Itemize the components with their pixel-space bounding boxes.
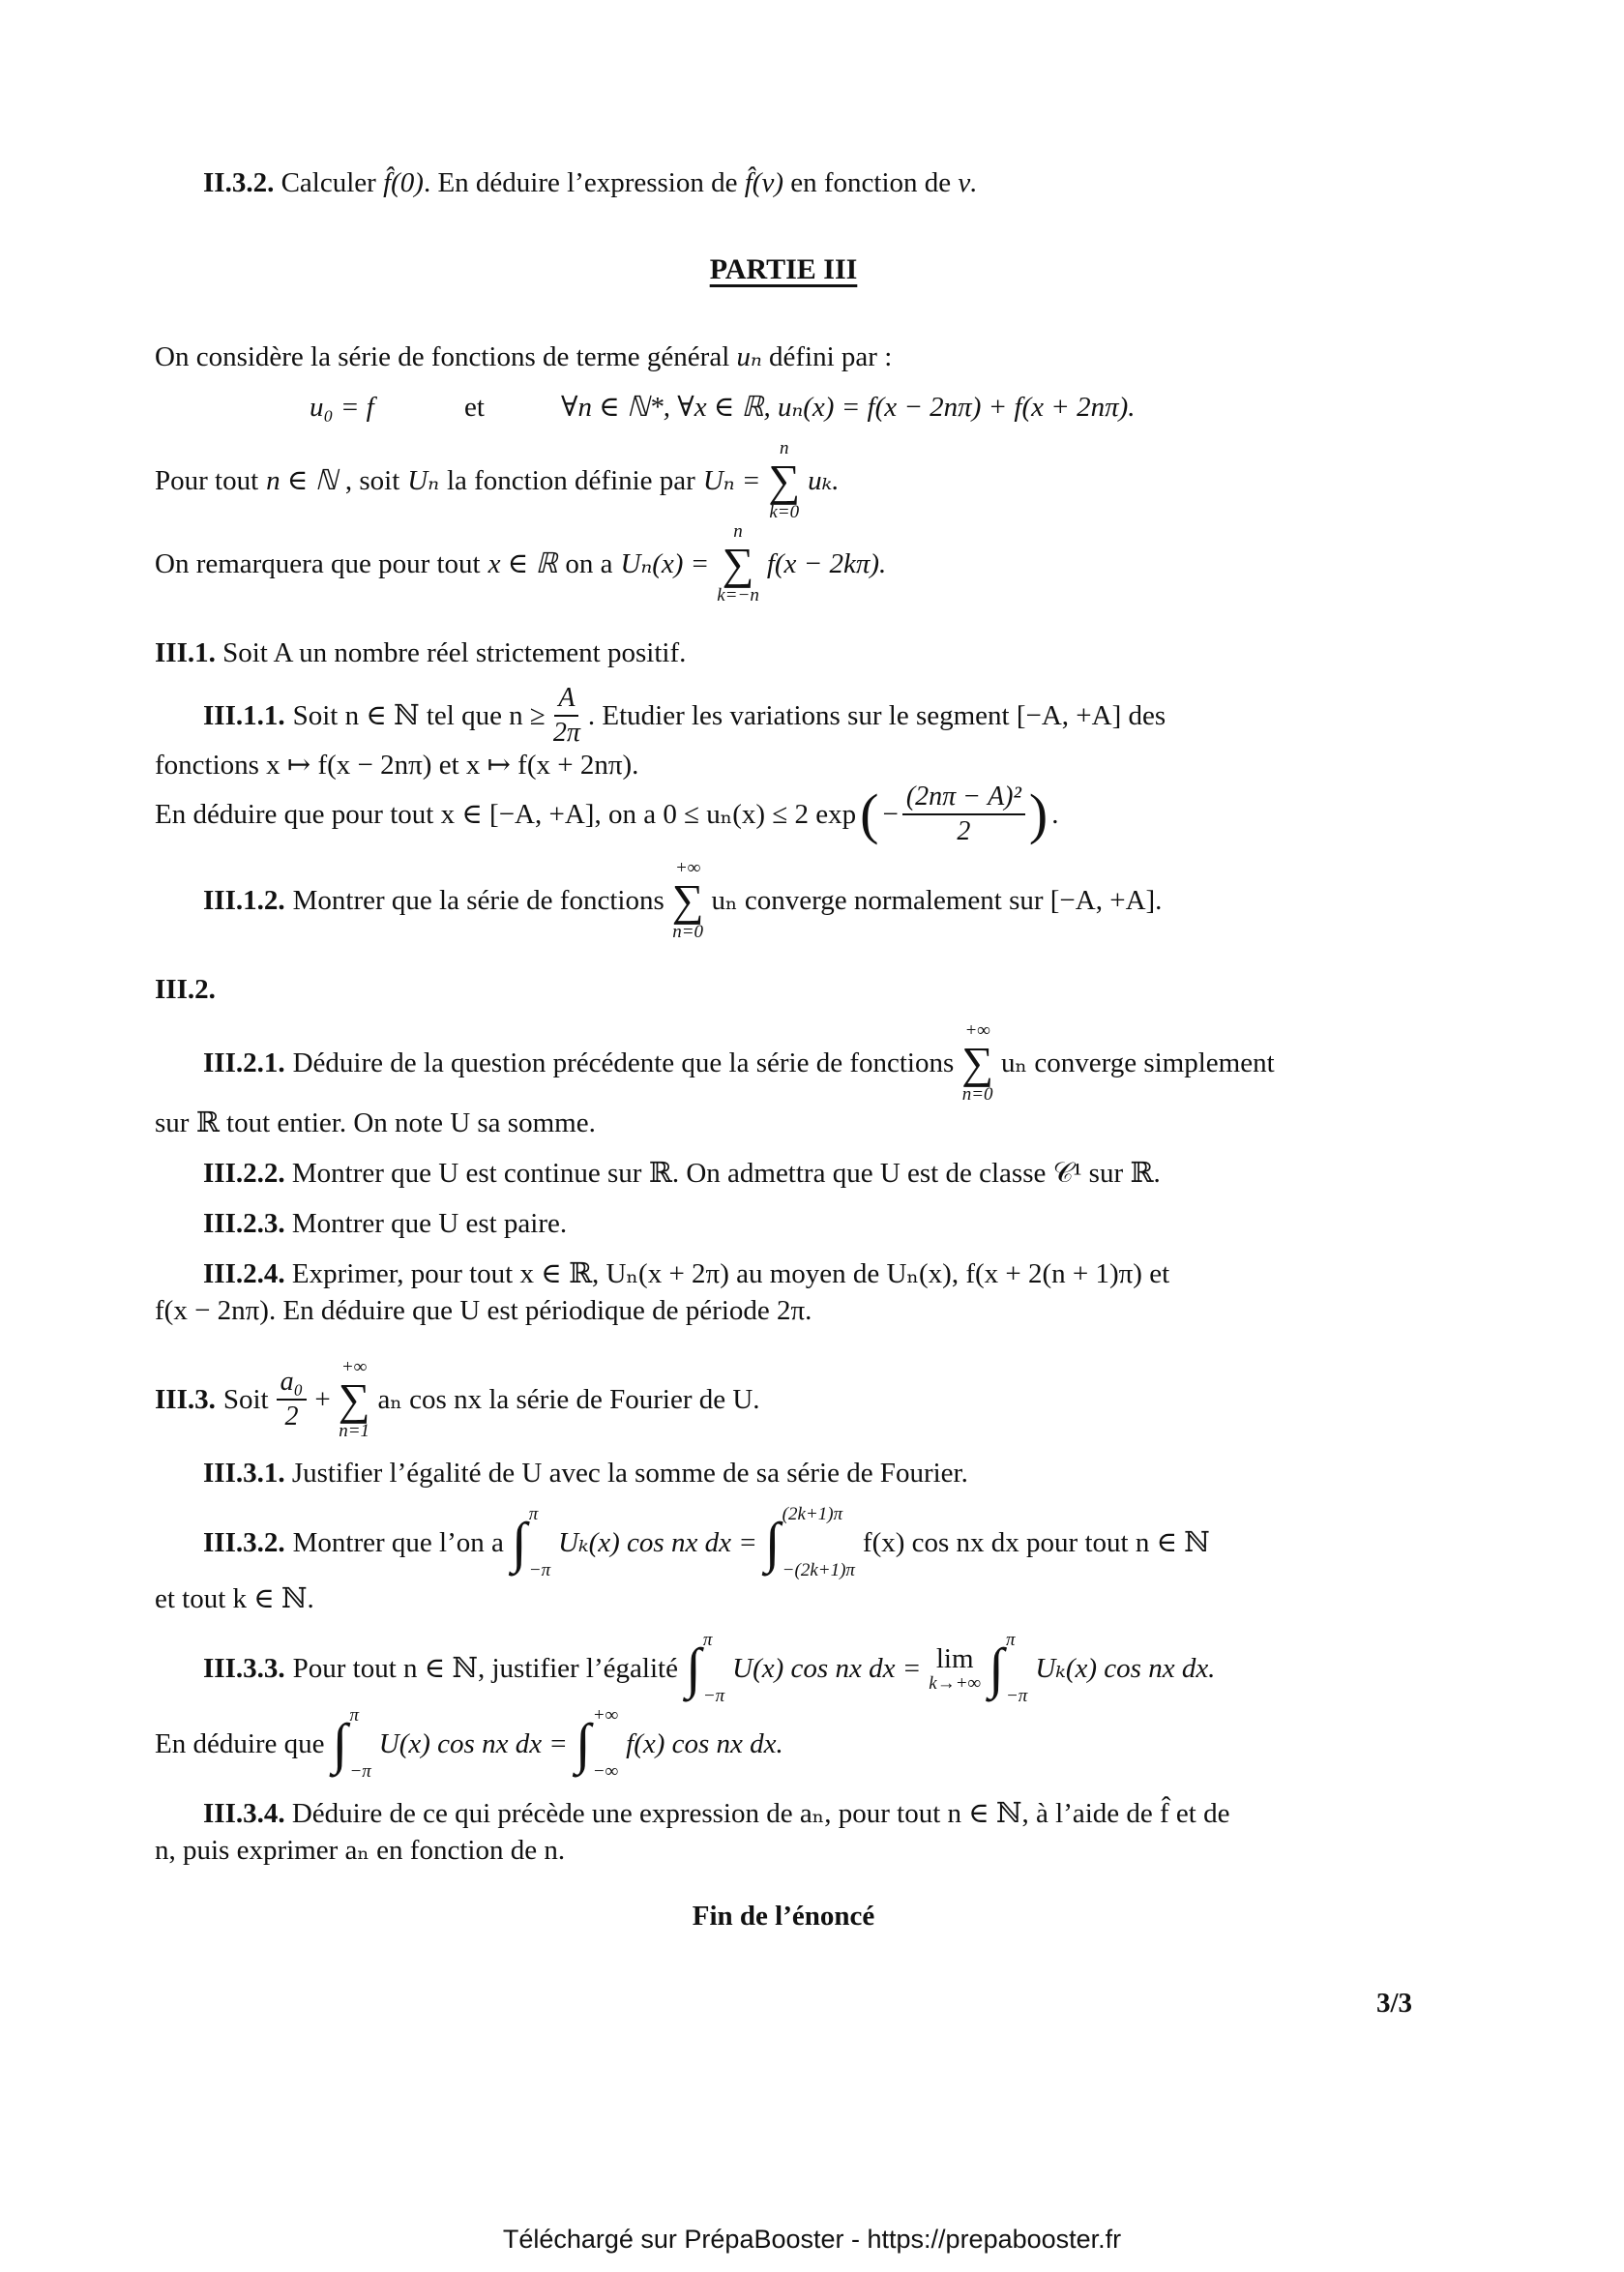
question-III-3 — [155, 1358, 1412, 1441]
integral-icon: ∫ — [575, 1712, 591, 1775]
question-text: Calculer — [281, 167, 376, 198]
fraction-denominator: 2 — [284, 1402, 299, 1431]
math-expression: Uₖ(x) cos nx dx = — [558, 1527, 757, 1558]
sigma-icon: ∑ — [671, 875, 704, 925]
integral-upper: (2k+1)π — [782, 1504, 843, 1524]
math-x-in-R: x ∈ ℝ — [487, 548, 558, 579]
math-uk: uₖ. — [808, 465, 840, 496]
integral-upper: π — [702, 1630, 713, 1650]
question-III-2-1 — [155, 1021, 1412, 1105]
question-label: III.1.1. — [203, 700, 285, 731]
sum-symbol — [717, 522, 759, 605]
sum-upper: n — [780, 438, 789, 458]
limit-subscript: k→+∞ — [929, 1673, 982, 1694]
limit — [929, 1643, 981, 1694]
integral-upper: +∞ — [592, 1705, 619, 1726]
math-Un: Uₙ — [407, 465, 439, 496]
question-text: Déduire de la question précédente que la série de fonctions — [292, 1047, 955, 1078]
integral — [576, 1706, 618, 1782]
sum-lower: n=0 — [961, 1084, 993, 1105]
integral-icon: ∫ — [989, 1637, 1004, 1699]
intro-text: défini par : — [769, 341, 893, 372]
sum-upper: +∞ — [340, 1357, 368, 1377]
math-Un-eq: Uₙ = — [702, 465, 761, 496]
sigma-icon: ∑ — [722, 539, 754, 588]
question-text: . En déduire l’expression de — [423, 167, 738, 198]
question-text: Exprimer, pour tout x ∈ ℝ, Uₙ(x + 2π) au moyen de Uₙ(x), f(x + 2(n + 1)π) et — [291, 1258, 1170, 1289]
intro-text: Pour tout — [155, 465, 259, 496]
math-expression: Uₖ(x) cos nx dx. — [1035, 1653, 1216, 1684]
integral-upper: π — [1005, 1630, 1016, 1650]
integral-lower: −π — [1005, 1686, 1028, 1706]
question-text: Montrer que la série de fonctions — [292, 885, 664, 916]
question-text: Soit — [222, 1384, 269, 1415]
integral-icon: ∫ — [332, 1712, 348, 1775]
intro-text: la fonction définie par — [446, 465, 695, 496]
minus-sign: − — [882, 799, 899, 830]
sum-symbol — [339, 1358, 370, 1441]
math-u0: u₀ = f — [310, 392, 374, 423]
math-expression: f(x) cos nx dx. — [626, 1728, 783, 1759]
end-of-statement: Fin de l’énoncé — [692, 1901, 875, 1932]
plus-sign: + — [314, 1384, 331, 1415]
question-III-3-4 — [155, 1795, 1412, 1832]
question-text: Montrer que l’on a — [292, 1527, 504, 1558]
question-III-3-3 — [155, 1631, 1412, 1706]
question-text: en fonction de — [790, 167, 952, 198]
question-III-2-3 — [155, 1205, 1412, 1242]
question-label: III.2.3. — [203, 1208, 285, 1239]
question-text: Soit n ∈ ℕ tel que n ≥ — [292, 700, 546, 731]
integral-upper: π — [528, 1504, 539, 1524]
question-text: Justifier l’égalité de U avec la somme de sa série de Fourier. — [291, 1458, 968, 1489]
sum-lower: k=−n — [717, 585, 759, 605]
right-paren: ) — [1028, 782, 1048, 845]
sum-lower: n=1 — [339, 1421, 370, 1441]
question-text: En déduire que — [155, 1728, 325, 1759]
math-fhat-0: f̂(0) — [383, 167, 424, 198]
math-un: uₙ — [736, 341, 762, 372]
question-text: aₙ cos nx la série de Fourier de U. — [377, 1384, 760, 1415]
math-Un-x: Uₙ(x) = — [620, 548, 710, 579]
question-label: III.3. — [155, 1384, 216, 1415]
sum-symbol — [961, 1021, 993, 1105]
question-III-1-1-line2: fonctions x ↦ f(x − 2nπ) et x ↦ f(x + 2nπ). — [155, 750, 639, 781]
integral-icon: ∫ — [685, 1637, 701, 1699]
fraction-denominator: 2 — [957, 816, 971, 846]
part-title: PARTIE III — [709, 253, 858, 285]
question-label: III.2.4. — [203, 1258, 285, 1289]
question-label: III.2.1. — [203, 1047, 285, 1078]
intro-et: et — [464, 392, 485, 423]
math-f-shift: f(x − 2kπ). — [766, 548, 887, 579]
question-III-2-4-line2: f(x − 2nπ). En déduire que U est périodique de période 2π. — [155, 1295, 812, 1326]
fraction — [902, 783, 1025, 845]
math-fhat-nu: f̂(ν) — [744, 167, 783, 198]
sum-symbol — [672, 859, 704, 942]
sigma-icon: ∑ — [338, 1374, 370, 1424]
intro-line-1 — [155, 339, 1412, 375]
math-n-in-N: n ∈ ℕ — [266, 465, 338, 496]
question-label: III.3.3. — [203, 1653, 285, 1684]
question-text: . Etudier les variations sur le segment [−A, +A] des — [587, 700, 1166, 731]
question-III-2-2 — [155, 1155, 1412, 1192]
sum-lower: n=0 — [672, 922, 704, 942]
question-III-2-1-line2: sur ℝ tout entier. On note U sa somme. — [155, 1107, 596, 1138]
question-text: Soit A un nombre réel strictement positif. — [222, 637, 687, 668]
integral-lower: −∞ — [592, 1761, 619, 1782]
intro-text: , soit — [344, 465, 400, 496]
integral-lower: −π — [528, 1560, 551, 1580]
intro-line-4 — [155, 522, 1412, 605]
question-II-3-2 — [155, 164, 1412, 201]
integral — [333, 1706, 371, 1782]
question-III-3-1 — [155, 1455, 1412, 1491]
math-nu: ν. — [958, 167, 978, 198]
integral — [512, 1505, 550, 1580]
question-III-1-2 — [155, 859, 1412, 942]
question-label: III.2.2. — [203, 1158, 285, 1189]
question-III-1-1 — [155, 685, 1412, 747]
integral — [989, 1631, 1027, 1706]
question-label: III.3.1. — [203, 1458, 285, 1489]
question-text: Montrer que U est continue sur ℝ. On admettra que U est de classe 𝒞¹ sur ℝ. — [291, 1158, 1161, 1189]
question-III-1 — [155, 634, 1412, 671]
sum-symbol — [768, 439, 800, 522]
question-label: III.1. — [155, 637, 216, 668]
question-III-3-2 — [155, 1505, 1412, 1580]
sum-upper: +∞ — [674, 858, 701, 878]
question-text: Pour tout n ∈ ℕ, justifier l’égalité — [292, 1653, 678, 1684]
text-column — [155, 164, 1412, 2021]
question-text: En déduire que pour tout x ∈ [−A, +A], on a 0 ≤ uₙ(x) ≤ 2 exp — [155, 799, 857, 830]
question-label: II.3.2. — [203, 167, 275, 198]
question-text: f(x) cos nx dx pour tout n ∈ ℕ — [862, 1527, 1210, 1558]
question-label: III.1.2. — [203, 885, 285, 916]
integral — [686, 1631, 724, 1706]
question-text: uₙ converge normalement sur [−A, +A]. — [711, 885, 1163, 916]
download-footer: Téléchargé sur PrépaBooster - https://prepabooster.fr — [502, 2225, 1122, 2254]
question-III-2: III.2. — [155, 974, 216, 1005]
limit-label: lim — [935, 1643, 974, 1674]
integral-upper: π — [349, 1705, 359, 1726]
intro-line-3 — [155, 439, 1412, 522]
page-number: 3/3 — [1375, 1988, 1412, 2019]
question-text: uₙ converge simplement — [1001, 1047, 1275, 1078]
sum-upper: +∞ — [964, 1020, 990, 1041]
integral-lower: −(2k+1)π — [782, 1560, 855, 1580]
fraction — [553, 685, 580, 747]
integral-lower: −π — [349, 1761, 371, 1782]
question-label: III.3.2. — [203, 1527, 285, 1558]
intro-definition — [155, 389, 1412, 426]
question-III-3-3-line2 — [155, 1706, 1412, 1782]
integral-icon: ∫ — [764, 1511, 781, 1574]
period: . — [1051, 799, 1059, 830]
intro-text: On considère la série de fonctions de terme général — [155, 341, 730, 372]
question-III-1-1-line3 — [155, 783, 1412, 845]
question-III-3-2-line2: et tout k ∈ ℕ. — [155, 1583, 314, 1614]
question-III-3-4-line2: n, puis exprimer aₙ en fonction de n. — [155, 1835, 566, 1866]
intro-def-formula: ∀n ∈ ℕ*, ∀x ∈ ℝ, uₙ(x) = f(x − 2nπ) + f(x + 2nπ). — [561, 392, 1136, 423]
sum-lower: k=0 — [769, 502, 800, 522]
sum-upper: n — [733, 521, 743, 542]
integral-icon: ∫ — [511, 1511, 527, 1574]
fraction-numerator: A — [554, 685, 578, 717]
left-paren: ( — [860, 782, 879, 845]
fraction-numerator: (2nπ − A)² — [902, 783, 1025, 815]
fraction-numerator: a₀ — [277, 1369, 308, 1401]
fraction-denominator: 2π — [552, 718, 580, 748]
question-text: Déduire de ce qui précède une expression de aₙ, pour tout n ∈ ℕ, à l’aide de f̂ et de — [291, 1798, 1230, 1829]
fraction — [277, 1369, 308, 1431]
intro-text: on a — [565, 548, 613, 579]
intro-text: On remarquera que pour tout — [155, 548, 481, 579]
integral — [765, 1505, 855, 1580]
question-label: III.3.4. — [203, 1798, 285, 1829]
sigma-icon: ∑ — [961, 1038, 994, 1087]
question-III-2-4 — [155, 1255, 1412, 1292]
math-expression: U(x) cos nx dx = — [732, 1653, 922, 1684]
question-text: Montrer que U est paire. — [291, 1208, 568, 1239]
integral-lower: −π — [702, 1686, 725, 1706]
math-expression: U(x) cos nx dx = — [378, 1728, 568, 1759]
sigma-icon: ∑ — [768, 456, 801, 505]
